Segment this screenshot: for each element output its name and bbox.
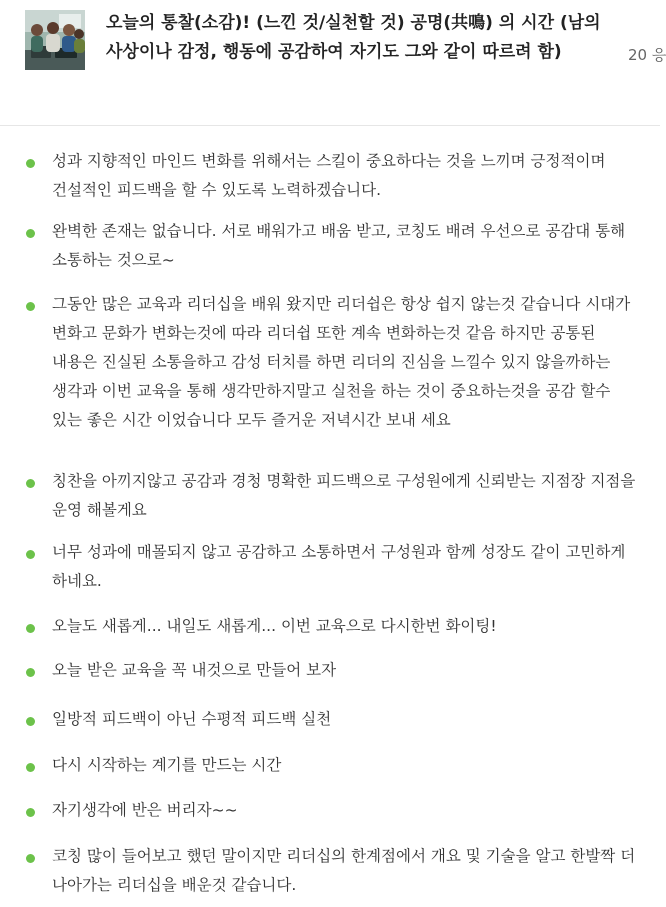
green-dot-icon — [26, 717, 35, 726]
green-dot-icon — [26, 668, 35, 677]
green-dot-icon — [26, 159, 35, 168]
green-dot-icon — [26, 854, 35, 863]
green-dot-icon — [26, 763, 35, 772]
green-dot-icon — [26, 479, 35, 488]
question-title: 오늘의 통찰(소감)! (느낀 것/실천할 것) 공명(共鳴) 의 시간 (남의 사상이나 감정, 행동에 공감하여 자기도 그와 같이 따르려 함) — [106, 13, 601, 62]
comment-text: 완벽한 존재는 없습니다. 서로 배워가고 배움 받고, 코칭도 배려 우선으로 공감대 통해 소통하는 것으로~ — [52, 222, 626, 269]
comment-text: 다시 시작하는 계기를 만드는 시간 — [52, 756, 282, 774]
comment-text: 성과 지향적인 마인드 변화를 위해서는 스킬이 중요하다는 것을 느끼며 긍정적이며 건설적인 피드백을 할 수 있도록 노력하겠습니다. — [52, 152, 606, 199]
question-header — [0, 0, 666, 126]
group-photo-thumbnail — [25, 10, 85, 70]
comment-text: 오늘 받은 교육을 꼭 내것으로 만들어 보자 — [52, 661, 337, 679]
comment-text: 코칭 많이 들어보고 했던 말이지만 리더십의 한계점에서 개요 및 기술을 알고 한발짝 더 나아가는 리더십을 배운것 같습니다. — [52, 847, 636, 894]
green-dot-icon — [26, 550, 35, 559]
comment-text: 칭찬을 아끼지않고 공감과 경청 명확한 피드백으로 구성원에게 신뢰받는 지점장 지점을 운영 해볼게요 — [52, 472, 636, 519]
comment-text: 그동안 많은 교육과 리더십을 배워 왔지만 리더쉽은 항상 쉽지 않는것 같습니다 시대가 변화고 문화가 변화는것에 따라 리더쉽 또한 계속 변화하는것 같음 하지만 공통된 내용은 진실된 소통을하고 감성 터치를 하면 리더의 진심을 느낄수 있지 않을까하는 생각과 이번 교육을 통해 생각만하지말고 실천을 하는 것이 중요하는것을 공감 할수 있는 좋은 시간 이었습니다 모두 즐거운 저녁시간 보내 세요 — [52, 295, 631, 429]
green-dot-icon — [26, 229, 35, 238]
green-dot-icon — [26, 624, 35, 633]
comment-text: 일방적 피드백이 아닌 수평적 피드백 실천 — [52, 710, 332, 728]
green-dot-icon — [26, 302, 35, 311]
comment-text: 오늘도 새롭게... 내일도 새롭게... 이번 교육으로 다시한번 화이팅! — [52, 617, 497, 635]
green-dot-icon — [26, 808, 35, 817]
comment-text: 너무 성과에 매몰되지 않고 공감하고 소통하면서 구성원과 함께 성장도 같이 고민하게 하네요. — [52, 543, 626, 590]
comment-text: 자기생각에 반은 버리자~~ — [52, 801, 238, 819]
response-count: 20 응 — [628, 46, 666, 64]
